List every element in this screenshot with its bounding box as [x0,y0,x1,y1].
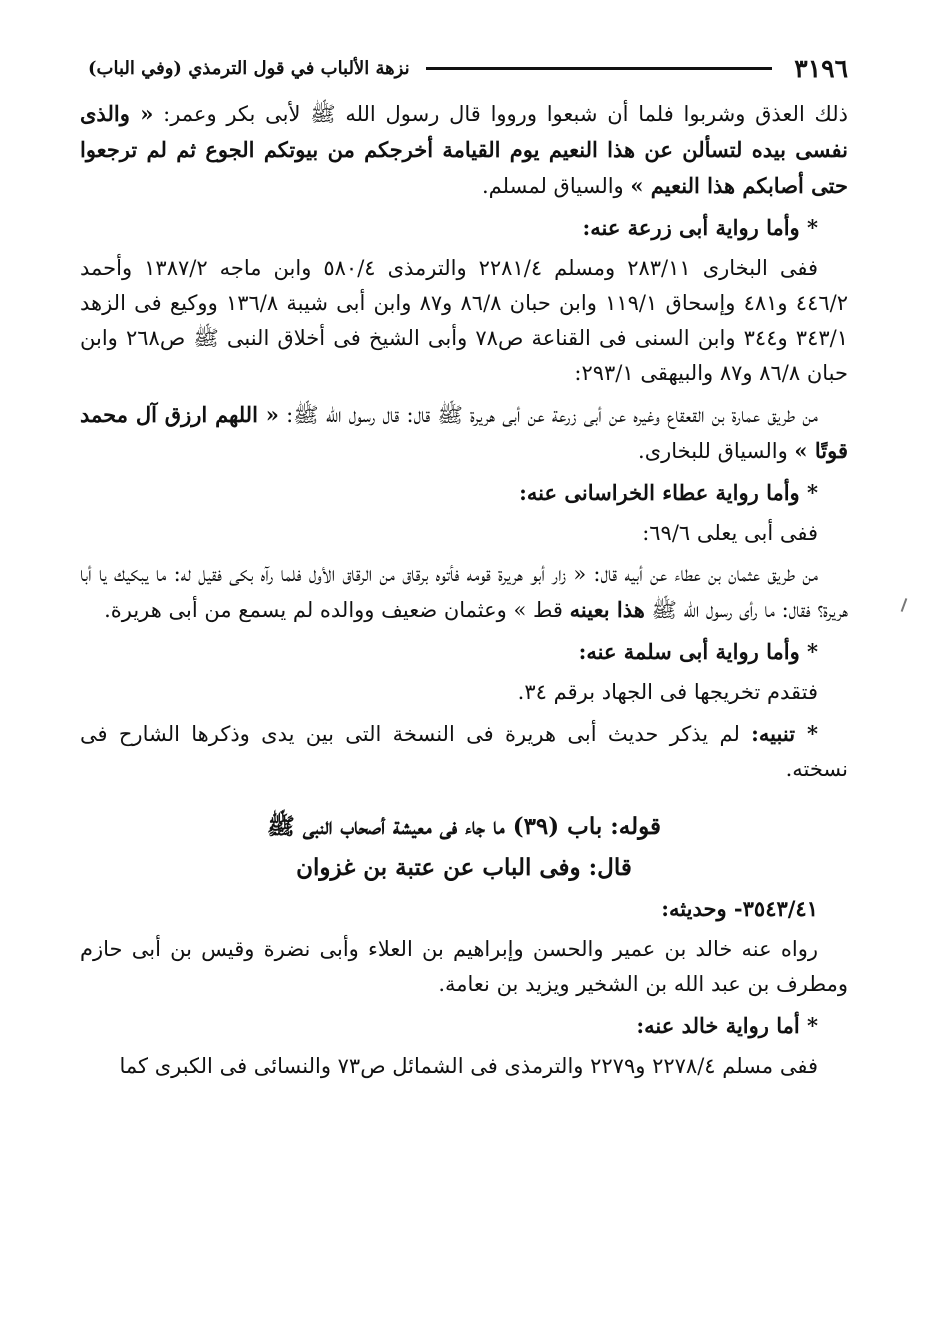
text-plain: لم يذكر حديث أبى هريرة فى النسخة التى بين يدى وذكرها الشارح فى نسخته. [80,722,848,781]
paragraph-narrators: رواه عنه خالد بن عمير والحسن وإبراهيم بن العلاء وأبى نضرة وقيس بن أبى حازم ومطرف بن عبد الله بن الشخير ويزيد بن نعامة. [80,937,848,996]
text-bold: هذا بعينه [569,597,645,622]
page-number: ٣١٩٦ [794,53,848,83]
hadith-quote: « اللهم ارزق آل محمد قوتًا » [80,402,848,463]
chapter-subtitle: قال: وفى الباب عن عتبة بن غزوان [296,854,632,881]
section-heading-ata: * وأما رواية عطاء الخراسانى عنه: [519,480,818,505]
section-heading-khalid: * أما رواية خالد عنه: [636,1013,818,1038]
text-plain: من طريق عمارة بن القعقاع وغيره عن أبى زرعة عن أبى هريرة ﷺ قال: قال رسول الله ﷺ: [278,403,818,427]
header-rule [426,67,773,70]
text-plain: من طريق عثمان بن عطاء عن أبيه قال: « زار أبو هريرة قومه فأتوه برقاق من الرقاق الأول فلما رآه بكى فقيل له: ما يبكيك يا أبا هريرة؟ فقال: ما رأى رسول الله ﷺ [80,562,848,622]
text-plain: والسياق للبخارى. [638,439,795,463]
hadith-number-heading: ٣٥٤٣/٤١- وحديثه: [661,896,818,921]
paragraph-jihad: فتقدم تخريجها فى الجهاد برقم ٣٤. [517,680,818,704]
running-title: نزهة الألباب في قول الترمذي (وفي الباب) [88,57,410,79]
paragraph-uthman [80,557,848,628]
hadith-quote: « والذى نفسى بيده لتسألن عن هذا النعيم يوم القيامة أخرجكم من بيوتكم الجوع ثم لم ترجعوا حتى أصابكم هذا النعيم » [80,101,848,198]
section-heading-abu-zura: * وأما رواية أبى زرعة عنه: [582,215,818,240]
note-label: * تنبيه: [751,721,818,746]
paragraph-chain [80,397,848,469]
paragraph-note [80,716,848,787]
paragraph-references: ففى البخارى ٢٨٣/١١ ومسلم ٢٢٨١/٤ والترمذى ٥٨٠/٤ وابن ماجه ١٣٨٧/٢ وأحمد ٤٤٦/٢ و٤٨١ وإسحاق ١١٩/١ وابن حبان ٨٦/٨ و٨٧ وابن أبى شيبة ١٣٦/٨ ووكيع فى الزهد ٣٤٣/١ و٣٤٤ وابن السنى فى القناعة ص٧٨ وأبى الشيخ فى أخلاق النبى ﷺ ص٢٦٨ وابن حبان ٨٦/٨ و٨٧ والبيهقى ٢٩٣/١: [80,256,848,385]
scan-mark [901,598,908,612]
chapter-title: قوله: باب (٣٩) ما جاء فى معيشة أصحاب النبى ﷺ [267,813,661,840]
paragraph-abu-yala: ففى أبى يعلى ٦٩/٦: [642,521,818,545]
main-text [80,96,848,1090]
text-plain: ذلك العذق وشربوا فلما أن شبعوا ورووا قال رسول الله ﷺ لأبى بكر وعمر: [153,102,848,126]
text-plain: قط » وعثمان ضعيف ووالده لم يسمع من أبى هريرة. [104,598,570,622]
section-heading-abu-salama: * وأما رواية أبى سلمة عنه: [578,639,818,664]
paragraph-hadith-continuation [80,96,848,204]
paragraph-muslim: ففى مسلم ٢٢٧٨/٤ و٢٢٧٩ والترمذى فى الشمائل ص٧٣ والنسائى فى الكبرى كما [119,1054,818,1078]
text-plain: والسياق لمسلم. [482,174,631,198]
page-header [88,48,848,88]
